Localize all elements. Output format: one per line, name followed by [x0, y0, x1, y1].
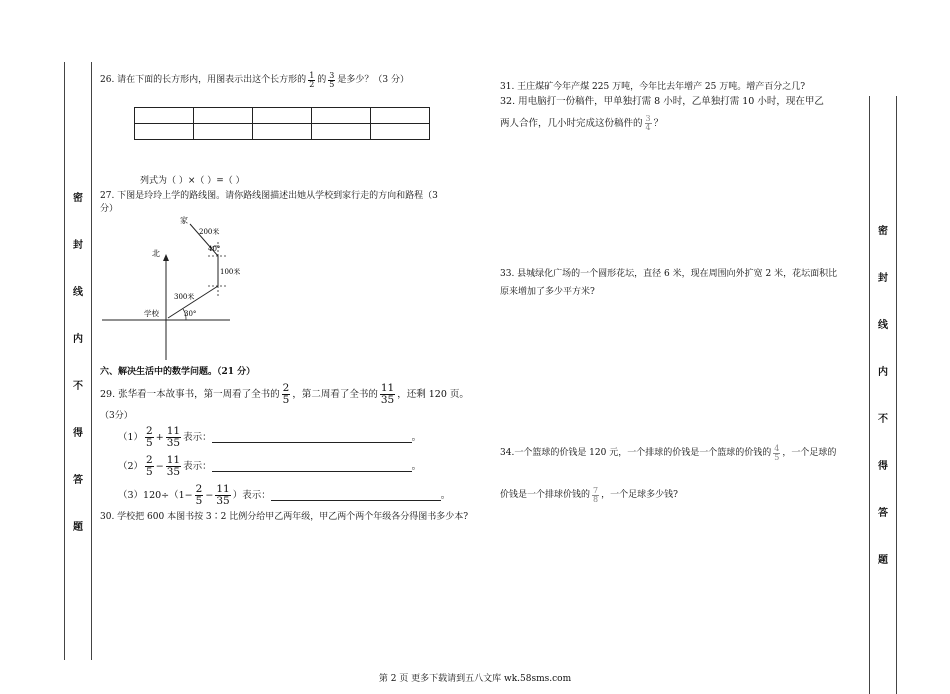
q26-prefix: 26. 请在下面的长方形内，用图表示出这个长方形的	[100, 75, 307, 85]
q29-sub3-label: （3）120÷（1−	[118, 489, 193, 501]
q29-sub-3	[118, 481, 450, 509]
q33-line-1: 33. 县城绿化广场的一个圆形花坛，直径 6 米，现在周围向外扩宽 2 米，花坛面积比	[500, 269, 838, 279]
right-margin-line-outer	[896, 96, 897, 694]
q33-line-2: 原来增加了多少平方米?	[500, 287, 595, 297]
question-29	[100, 379, 469, 409]
left-seal-char: 不	[73, 381, 83, 392]
q27-line-1: 27. 下图是玲玲上学的路线图。请你路线图描述出她从学校到家行走的方向和路程（3	[100, 191, 438, 201]
numerator: 4	[774, 443, 780, 453]
q26-suffix: 是多少？（3 分）	[337, 75, 409, 85]
q34-line-1	[500, 440, 836, 466]
numerator: 11	[166, 454, 181, 466]
q32-fraction	[645, 115, 652, 132]
left-margin-line-outer	[64, 62, 65, 660]
q29-sub1-answer-line[interactable]	[212, 432, 412, 443]
numerator: 11	[166, 425, 181, 437]
route-diagram	[100, 212, 240, 362]
q29-sub1-fraction-b	[166, 426, 181, 448]
q34-line2-suffix: ，一个足球多少钱?	[601, 490, 678, 500]
denominator: 5	[329, 79, 335, 89]
numerator: 2	[195, 483, 203, 495]
right-seal-char: 内	[878, 367, 888, 378]
q29-sub1-end: 。	[411, 431, 422, 443]
q29-sub2-fraction-a	[145, 455, 154, 477]
distance-100-label: 100米	[220, 268, 240, 276]
left-margin-line-inner	[91, 62, 92, 660]
numerator: 2	[146, 454, 153, 466]
right-seal-char: 密	[878, 226, 888, 237]
q34-fraction-1	[773, 445, 780, 462]
right-seal-char: 题	[878, 555, 888, 566]
left-seal-char: 题	[73, 522, 83, 533]
denominator: 5	[282, 393, 290, 406]
q29-sub1-operator: +	[155, 431, 164, 443]
numerator: 11	[216, 483, 230, 495]
q34-line1-suffix: ，一个足球的	[782, 448, 837, 458]
denominator: 35	[380, 393, 395, 406]
q32-line2-suffix: ？	[653, 117, 664, 129]
section-6-heading: 六、解决生活中的数学问题。（21 分）	[100, 367, 256, 377]
angle-30-label: 30°	[184, 310, 197, 318]
q29-sub3-operator: −	[205, 489, 214, 501]
right-seal-char: 答	[878, 508, 888, 519]
q29-sub1-label: （1）	[118, 431, 144, 443]
numerator: 2	[146, 425, 153, 437]
north-label: 北	[152, 249, 160, 258]
denominator: 35	[166, 436, 181, 449]
q29-fraction-1	[282, 383, 291, 405]
denominator: 5	[146, 465, 153, 478]
q26-fraction-1	[308, 72, 315, 89]
numerator: 7	[593, 485, 599, 495]
q29-mid: ，第二周看了全书的	[292, 388, 378, 400]
q29-sub3-answer-line[interactable]	[271, 490, 441, 501]
numerator: 3	[329, 70, 335, 80]
distance-300-label: 300米	[174, 293, 195, 301]
q29-suffix: ，还剩 120 页。	[397, 388, 469, 400]
q34-line-2	[500, 482, 678, 508]
question-31: 31. 王庄煤矿今年产煤 225 万吨，今年比去年增产 25 万吨。增产百分之几?	[500, 82, 806, 92]
numerator: 1	[309, 70, 315, 80]
q29-sub3-end: 。	[440, 489, 451, 501]
denominator: 4	[645, 122, 651, 132]
q29-sub2-fraction-b	[166, 455, 181, 477]
left-seal-char: 线	[73, 287, 83, 298]
q29-sub2-shows: 表示：	[183, 460, 212, 472]
q34-line2-prefix: 价钱是一个排球价钱的	[500, 490, 591, 500]
right-seal-char: 不	[878, 414, 888, 425]
angle-40-label: 40°	[208, 245, 221, 253]
right-seal-char: 得	[878, 461, 888, 472]
q29-sub2-answer-line[interactable]	[212, 461, 412, 472]
north-arrow-icon	[163, 254, 169, 261]
q34-line1-prefix: 34.一个篮球的价钱是 120 元，一个排球的价钱是一个篮球的价钱的	[500, 448, 772, 458]
question-26	[100, 68, 409, 92]
left-seal-char: 密	[73, 193, 83, 204]
question-30: 30. 学校把 600 本图书按 3∶2 比例分给甲乙两年级，甲乙两个两个年级各分得图书多少本?	[100, 512, 469, 522]
numerator: 3	[645, 113, 651, 123]
q29-sub1-fraction-a	[145, 426, 154, 448]
q27-line-2: 分）	[100, 204, 119, 214]
distance-200-label: 200米	[199, 228, 220, 236]
q32-line2-prefix: 两人合作，几小时完成这份稿件的	[500, 117, 643, 129]
denominator: 2	[309, 79, 315, 89]
denominator: 5	[195, 494, 203, 507]
q26-mid: 的	[317, 75, 327, 85]
q34-fraction-2	[592, 487, 599, 504]
right-seal-char: 线	[878, 320, 888, 331]
q26-rectangle-grid	[134, 107, 430, 140]
left-seal-char: 答	[73, 475, 83, 486]
right-margin-line-inner	[869, 96, 870, 694]
left-seal-char: 内	[73, 334, 83, 345]
left-seal-char: 封	[73, 240, 83, 251]
q29-prefix: 29. 张华看一本故事书，第一周看了全书的	[100, 388, 280, 400]
q29-sub2-label: （2）	[118, 460, 144, 472]
denominator: 5	[146, 436, 153, 449]
q29-score: （3分）	[100, 411, 133, 421]
denominator: 8	[593, 494, 599, 504]
q29-sub3-close: ）表示：	[232, 489, 271, 501]
q29-sub1-shows: 表示：	[183, 431, 212, 443]
right-seal-char: 封	[878, 273, 888, 284]
q29-sub3-fraction-b	[215, 484, 230, 506]
denominator: 35	[216, 494, 230, 507]
q26-formula: 列式为（ ）×（ ）=（ ）	[140, 176, 245, 186]
q32-line-2	[500, 110, 663, 136]
left-seal-char: 得	[73, 428, 83, 439]
q29-fraction-2	[380, 383, 395, 405]
q26-fraction-2	[328, 72, 335, 89]
q29-sub-2	[118, 452, 421, 480]
denominator: 5	[774, 452, 780, 462]
q29-sub2-end: 。	[411, 460, 422, 472]
page-footer: 第 2 页 更多下载请到五八文库 wk.58sms.com	[378, 674, 572, 684]
numerator: 11	[380, 382, 395, 394]
q29-sub-1	[118, 423, 421, 451]
q29-sub2-operator: −	[155, 460, 164, 472]
q29-sub3-fraction-a	[195, 484, 204, 506]
home-label: 家	[180, 216, 188, 225]
q32-line-1: 32. 用电脑打一份稿件，甲单独打需 8 小时，乙单独打需 10 小时，现在甲乙	[500, 96, 824, 107]
school-label: 学校	[144, 309, 159, 318]
numerator: 2	[282, 382, 290, 394]
denominator: 35	[166, 465, 181, 478]
